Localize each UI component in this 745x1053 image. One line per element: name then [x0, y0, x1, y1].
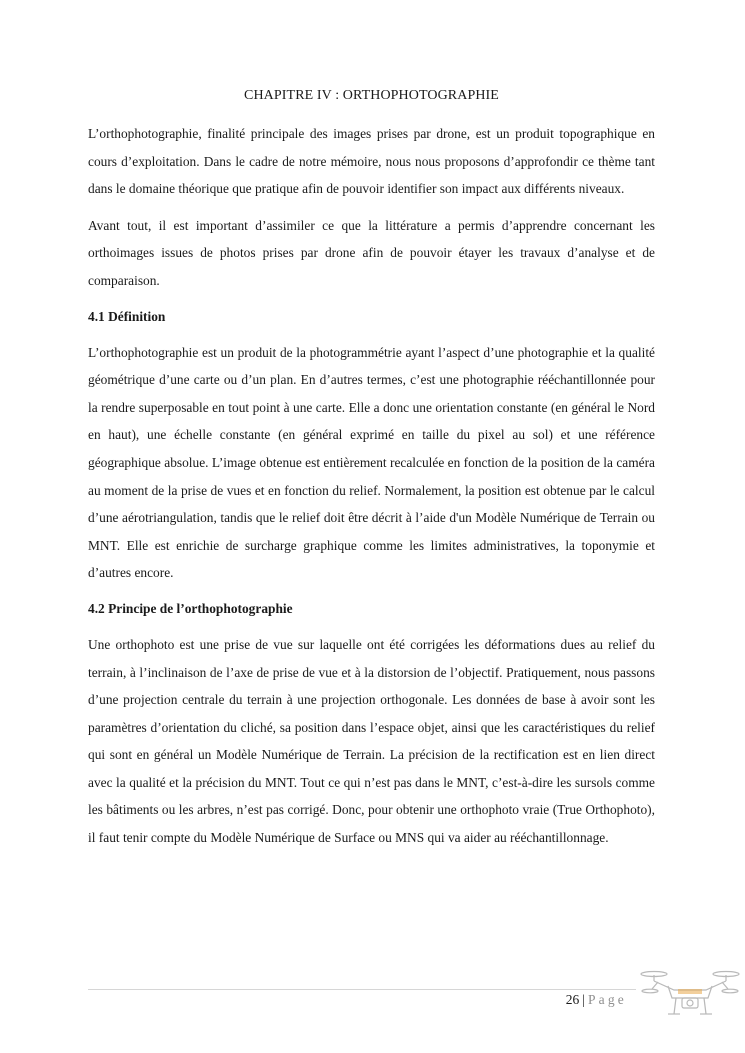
definition-paragraph: L’orthophotographie est un produit de la photogrammétrie ayant l’aspect d’une photographie et la qualité géométrique d’une carte ou d’un plan. En d’autres termes, c’est une photographie rééchantillonnée pour la rendre superposable en tout point à une carte. Elle a donc une orientation constante (en général le Nord en haut), une échelle constante (en général exprimé en taille du pixel au sol) et une référence géographique absolue. L’image obtenue est entièrement recalculée en fonction de la position de la caméra au moment de la prise de vues et en fonction du relief. Normalement, la position est obtenue par le calcul d’une aérotriangulation, tandis que le relief doit être décrit à l’aide d'un Modèle Numérique de Terrain ou MNT. Elle est enrichie de surcharge graphique comme les limites administratives, la toponymie et d’autres encore. [88, 344, 655, 581]
section-heading-principe: 4.2 Principe de l’orthophotographie [88, 600, 293, 616]
section-heading-definition: 4.1 Définition [88, 308, 166, 324]
drone-icon [638, 962, 742, 1022]
principe-paragraph: Une orthophoto est une prise de vue sur laquelle ont été corrigées les déformations dues au relief du terrain, à l’inclinaison de l’axe de prise de vue et à la distorsion de l’objectif. Pratiquement, nous passons d’une projection centrale du terrain à une projection orthogonale. Les données de base à avoir sont les paramètres d’orientation du cliché, sa position dans l’espace objet, ainsi que les caractéristiques du relief qui sont en général un Modèle Numérique de Terrain. La précision de la rectification est en lien direct avec la qualité et la précision du MNT. Tout ce qui n’est pas dans le MNT, c’est-à-dire les sursols comme les bâtiments ou les arbres, n’est pas corrigé. Donc, pour obtenir une orthophoto vraie (True Orthophoto), il faut tenir compte du Modèle Numérique de Surface ou MNS qui va aider au rééchantillonnage. [88, 636, 655, 846]
intro-paragraph-2: Avant tout, il est important d’assimiler ce que la littérature a permis d’apprendre concernant les orthoimages issues de photos prises par drone afin de pouvoir étayer les travaux d’analyse et de comparaison. [88, 217, 655, 288]
page-number: 26 [565, 992, 580, 1007]
footer-divider [88, 989, 636, 990]
page-word: Page [587, 992, 627, 1007]
footer-separator: | [582, 992, 585, 1007]
document-page [88, 86, 655, 861]
page-footer [566, 990, 627, 1010]
chapter-title: CHAPITRE IV : ORTHOPHOTOGRAPHIE [244, 88, 499, 103]
intro-paragraph-1: L’orthophotographie, finalité principale des images prises par drone, est un produit topographique en cours d’exploitation. Dans le cadre de notre mémoire, nous nous proposons d’approfondir ce thème tant dans le domaine théorique que pratique afin de pouvoir identifier son impact aux différents niveaux. [88, 126, 655, 197]
